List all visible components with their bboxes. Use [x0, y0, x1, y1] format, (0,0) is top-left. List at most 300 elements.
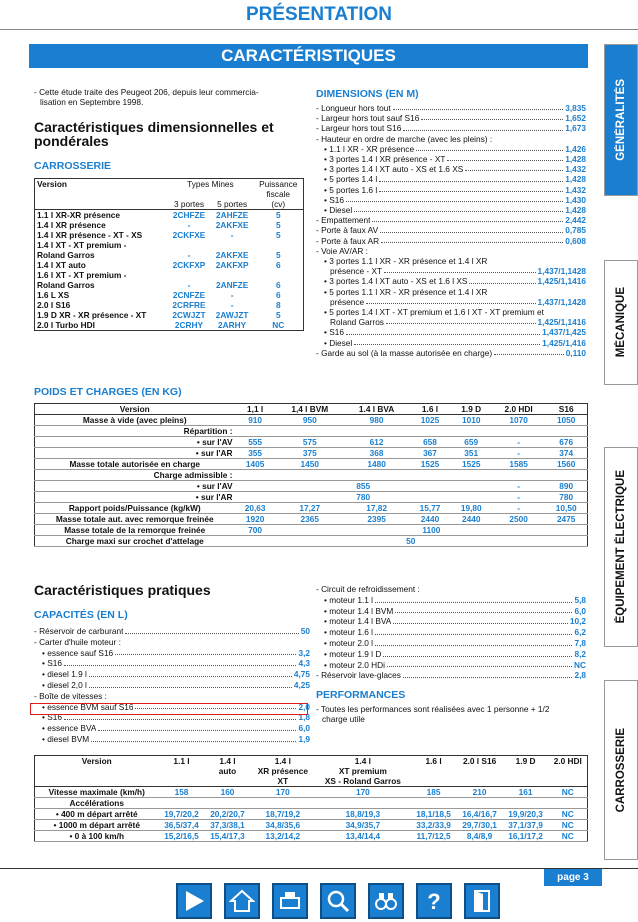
cell: -	[187, 220, 191, 230]
row-label: 1.4 l XR présence - XT - XS	[37, 230, 143, 240]
cell: 1025	[420, 415, 440, 425]
item-value: 3,835	[565, 103, 586, 113]
table-row	[35, 514, 588, 525]
cell: 855	[356, 481, 371, 491]
item-value: 1,425/1,1416	[537, 317, 586, 328]
cell: 10,50	[555, 503, 577, 513]
column-header	[503, 766, 549, 776]
table-row	[35, 210, 304, 221]
column-header: 1.1 l	[173, 756, 190, 766]
item-label: • Diesel	[324, 337, 353, 348]
item-label: • essence sauf S16	[42, 647, 114, 658]
cell: 2CRFRE	[172, 300, 206, 310]
dimensions-block	[316, 88, 586, 358]
list-item	[316, 638, 586, 649]
cell: -	[517, 437, 520, 447]
column-header: Version	[119, 404, 150, 414]
list-item	[316, 327, 586, 337]
table-row	[35, 320, 304, 331]
item-value: 1,428	[565, 205, 586, 216]
cell: 5	[275, 230, 281, 240]
cell	[492, 426, 546, 437]
item-value: 6,0	[574, 605, 586, 616]
dot-leader	[380, 225, 563, 232]
cell: 2365	[300, 514, 320, 524]
list-item	[316, 297, 586, 307]
item-value: 7,8	[574, 637, 586, 648]
cell: 555	[248, 437, 263, 447]
cell: 575	[302, 437, 317, 447]
item-label: • Diesel	[324, 205, 353, 216]
cell	[409, 470, 450, 481]
table-row	[35, 260, 304, 270]
cell: 16,4/16,7	[462, 809, 497, 819]
item-value: 1,437/1,1428	[537, 266, 586, 277]
row-label: • sur l'AR	[195, 492, 233, 502]
cell: 2CRHY	[174, 320, 204, 330]
print-button[interactable]	[272, 883, 308, 919]
zoom-button[interactable]	[368, 883, 404, 919]
cell: 170	[275, 787, 290, 797]
item-value: 1,9	[298, 733, 310, 744]
item-label: • moteur 2.0 l	[324, 637, 374, 648]
list-item	[316, 660, 586, 671]
row-label: 1.1 l XR-XR présence	[37, 210, 121, 220]
column-header	[503, 776, 549, 787]
table-row	[35, 415, 588, 426]
list-item	[34, 637, 310, 648]
column-header: 2.0 HDI	[553, 756, 582, 766]
item-label: - Garde au sol (à la masse autorisée en charge)	[316, 347, 493, 358]
table-row	[35, 300, 304, 310]
row-label: • 1000 m départ arrêté	[53, 820, 140, 830]
item-label: • 3 portes 1.1 l XR - XR présence et 1.4 l XR	[324, 256, 488, 267]
cell	[211, 240, 254, 250]
item-value: 4,3	[298, 658, 310, 669]
cell: 160	[220, 787, 235, 797]
cell	[235, 470, 276, 481]
item-label: • 1.1 l XR - XR présence	[324, 143, 415, 154]
item-label: • 3 portes 1.4 l XT auto - XS et 1.6 XS	[324, 164, 464, 175]
list-item	[316, 205, 586, 215]
cell: 355	[248, 448, 263, 458]
cell	[344, 426, 410, 437]
item-label: • moteur 1.4 l BVM	[324, 605, 394, 616]
column-header	[35, 776, 159, 787]
column-header: 1.9 D	[461, 404, 482, 414]
cell: 13,2/14,2	[265, 831, 301, 841]
cell: 2CKFXP	[172, 260, 206, 270]
table-row	[35, 481, 588, 492]
item-label: - Voie AV/AR :	[316, 245, 368, 256]
cell: 6	[275, 260, 281, 270]
item-label: • moteur 1.1 l	[324, 594, 374, 605]
item-value: 4,25	[293, 679, 310, 690]
cell: -	[230, 230, 234, 240]
cell: 18,8/19,3	[345, 809, 381, 819]
performances-table	[34, 755, 588, 842]
row-label: Masse totale autorisée en charge	[69, 459, 200, 469]
dim-heading-2: pondérales	[34, 133, 109, 150]
col-3-portes: 3 portes	[173, 199, 204, 209]
item-label: - Circuit de refroidissement :	[316, 584, 420, 594]
cell: -	[517, 492, 520, 502]
svg-text:?: ?	[427, 889, 441, 914]
list-item	[34, 723, 310, 734]
cell: 980	[369, 415, 384, 425]
page-title: PRÉSENTATION	[245, 4, 393, 25]
row-label: 1.4 l XT - XT premium -	[37, 240, 127, 250]
carrosserie-heading: CARROSSERIE	[34, 160, 112, 173]
printer-icon	[277, 888, 303, 914]
cell: 2AKFXE	[215, 250, 249, 260]
table-row	[35, 492, 588, 503]
cell: 33,2/33,9	[416, 820, 451, 830]
list-item	[316, 144, 586, 154]
pratiques-block	[34, 583, 310, 745]
cell: 185	[426, 787, 441, 797]
item-label: présence - XT	[330, 266, 383, 277]
cell: 374	[559, 448, 574, 458]
cell: 36,5/37,4	[164, 820, 199, 830]
item-label: • S16	[324, 194, 344, 205]
cell: 2AKFXE	[215, 220, 249, 230]
row-label: Roland Garros	[37, 280, 95, 290]
row-label: • sur l'AV	[196, 437, 233, 447]
poids-heading: POIDS ET CHARGES (EN KG)	[34, 386, 182, 398]
cell: 5	[275, 210, 281, 220]
row-label: 1.9 D XR - XR présence - XT	[37, 310, 147, 320]
item-label: - Empattement	[316, 215, 371, 226]
table-row	[35, 437, 588, 448]
dot-leader	[91, 734, 296, 742]
header-row	[35, 756, 588, 767]
col-version: Version	[37, 179, 67, 189]
column-header: XT	[277, 776, 289, 786]
poids-table	[34, 403, 588, 547]
item-label: • moteur 1.6 l	[324, 627, 374, 638]
item-value: 1,425/1,1416	[537, 276, 586, 287]
cell	[409, 426, 450, 437]
cell: 170	[355, 787, 370, 797]
cell: 1050	[556, 415, 576, 425]
performances-text-2: charge utile	[322, 713, 365, 724]
exit-door-icon	[469, 888, 495, 914]
cell: 6	[275, 290, 281, 300]
item-label: • moteur 1.4 l BVA	[324, 616, 392, 627]
row-label: Charge maxi sur crochet d'attelage	[65, 536, 204, 546]
list-item	[316, 627, 586, 638]
dot-leader	[465, 164, 563, 171]
cell: 158	[174, 787, 189, 797]
item-label: • moteur 1.9 l D	[324, 648, 382, 659]
item-label: • diesel BVM	[42, 733, 90, 744]
item-label: - Porte à faux AR	[316, 235, 380, 246]
column-header: 1.4 l BVA	[358, 404, 395, 414]
cell: 1480	[367, 459, 386, 469]
cell: 13,4/14,4	[345, 831, 381, 841]
cell	[276, 470, 344, 481]
cell: 658	[423, 437, 437, 447]
cell: 15,77	[419, 503, 441, 513]
column-header	[411, 766, 457, 776]
dim-heading-1: Caractéristiques dimensionnelles et	[34, 119, 274, 136]
item-value: 2,0	[298, 701, 310, 712]
dimensions-heading: DIMENSIONS (EN M)	[316, 88, 419, 100]
cell: 18,7/19,2	[265, 809, 301, 819]
performances-text-1: - Toutes les performances sont réalisées avec 1 personne + 1/2	[316, 704, 550, 715]
bottom-bar	[0, 868, 638, 922]
table-row	[35, 310, 304, 320]
item-value: 1,432	[565, 164, 586, 175]
cell: 2500	[509, 514, 528, 524]
cell: 34,9/35,7	[345, 820, 381, 830]
item-label: - Largeur hors tout sauf S16	[316, 113, 420, 124]
top-bar	[0, 0, 638, 30]
row-label: 1.4 l XT auto	[37, 260, 86, 270]
cell: 2CKFXE	[172, 230, 206, 240]
cell	[492, 470, 546, 481]
item-value: 8,2	[574, 648, 586, 659]
column-header: 2.0 HDI	[504, 404, 533, 414]
dot-leader	[375, 638, 572, 646]
dot-leader	[386, 317, 536, 324]
table-row	[35, 250, 304, 260]
table-row	[35, 230, 304, 240]
row-label: • 0 à 100 km/h	[69, 831, 125, 841]
item-label: • diesel 2,0 l	[42, 679, 87, 690]
cell: 19,80	[460, 503, 482, 513]
cell: 2475	[556, 514, 576, 524]
table-row	[35, 240, 304, 250]
dot-leader	[494, 348, 564, 355]
cell: 676	[559, 437, 574, 447]
list-item	[316, 123, 586, 133]
cell: 2CWJZT	[172, 310, 206, 320]
table-row	[35, 787, 588, 798]
cell	[205, 798, 251, 809]
cell: 16,1/17,2	[508, 831, 543, 841]
cell: 2440	[420, 514, 440, 524]
row-label: Charge admissible :	[153, 470, 233, 480]
intro-line-1: - Cette étude traite des Peugeot 206, depuis leur commercia-	[34, 87, 259, 97]
list-item	[316, 215, 586, 225]
cell: 351	[464, 448, 479, 458]
row-label: • sur l'AV	[196, 481, 233, 491]
item-value: 10,2	[569, 616, 586, 627]
table-row	[35, 290, 304, 300]
item-label: • 5 portes 1.1 l XR - XR présence et 1.4 l XR	[324, 286, 488, 297]
cell	[549, 798, 588, 809]
col-cv: (cv)	[271, 199, 286, 209]
dot-leader	[346, 327, 540, 334]
cell	[545, 426, 587, 437]
item-label: • S16	[42, 712, 62, 723]
cell: 17,27	[299, 503, 321, 513]
list-item	[316, 606, 586, 617]
cell: 1920	[245, 514, 265, 524]
cell	[167, 270, 210, 280]
cell: 2440	[461, 514, 481, 524]
list-item	[316, 236, 586, 246]
list-item	[316, 307, 586, 317]
home-button[interactable]	[224, 883, 260, 919]
list-item	[316, 317, 586, 327]
item-value: 2,8	[574, 670, 586, 681]
list-item	[316, 584, 586, 595]
cell	[235, 426, 276, 437]
list-item	[316, 256, 586, 266]
table-row	[35, 831, 588, 842]
column-header: 1.4 l	[274, 756, 291, 766]
table-row	[35, 220, 304, 230]
intro-block	[34, 88, 304, 172]
cell: 5	[275, 310, 281, 320]
column-header: 1.9 D	[515, 756, 536, 766]
column-header: auto	[218, 766, 237, 776]
cell	[545, 470, 587, 481]
cell: NC	[561, 820, 574, 830]
item-value: 1,425/1,416	[542, 337, 586, 348]
tab-generalites[interactable]: GÉNÉRALITÉS	[604, 44, 638, 196]
table-row	[35, 280, 304, 290]
item-value: 1,428	[565, 174, 586, 185]
column-header: Version	[81, 756, 112, 766]
item-label: - Longueur hors tout	[316, 103, 391, 113]
cell: -	[517, 503, 520, 513]
cell	[451, 426, 492, 437]
cell	[254, 270, 304, 280]
cell	[276, 426, 344, 437]
dot-leader	[379, 185, 563, 192]
exit-button[interactable]	[464, 883, 500, 919]
item-value: 50	[300, 626, 310, 636]
row-label: • sur l'AR	[195, 448, 233, 458]
cell: 1560	[556, 459, 576, 469]
item-value: 1,673	[565, 123, 586, 134]
cell: 1405	[245, 459, 265, 469]
list-item	[316, 276, 586, 286]
cell: 20,63	[244, 503, 266, 513]
help-button[interactable]	[416, 883, 452, 919]
column-header	[549, 776, 588, 787]
item-label: - Porte à faux AV	[316, 225, 379, 236]
row-label: 1.4 l XR présence	[37, 220, 106, 230]
cell: 37,3/38,1	[210, 820, 245, 830]
row-label: 2.0 l Turbo HDI	[37, 320, 95, 330]
dot-leader	[115, 648, 296, 656]
binoculars-icon	[373, 888, 399, 914]
cell	[344, 470, 410, 481]
dot-leader	[64, 658, 296, 666]
next-button[interactable]	[176, 883, 212, 919]
dot-leader	[98, 723, 296, 731]
dot-leader	[89, 669, 292, 677]
column-header	[411, 776, 457, 787]
tab-equipement-electrique[interactable]: ÉQUIPEMENT ÉLECTRIQUE	[604, 447, 638, 647]
table-row	[35, 503, 588, 514]
cell: 1070	[509, 415, 528, 425]
cell: -	[187, 250, 191, 260]
tab-mecanique[interactable]: MÉCANIQUE	[604, 260, 638, 385]
refroidissement-block	[316, 584, 586, 724]
dot-leader	[379, 174, 563, 181]
cell: -	[187, 280, 191, 290]
play-icon	[181, 888, 207, 914]
item-value: 1,437/1,425	[542, 327, 586, 338]
table-row	[35, 536, 588, 547]
item-value: 3,2	[298, 647, 310, 658]
cell: 161	[518, 787, 533, 797]
column-header	[159, 766, 205, 776]
table-row	[35, 448, 588, 459]
item-value: 4,75	[293, 669, 310, 680]
table-row	[35, 809, 588, 820]
question-icon	[421, 888, 447, 914]
dot-leader	[403, 670, 573, 678]
row-label: Accélérations	[69, 798, 124, 808]
column-header: XT premium	[338, 766, 387, 776]
row-label: Roland Garros	[37, 250, 95, 260]
cell: 1525	[461, 459, 481, 469]
cell: 890	[559, 481, 574, 491]
tab-carrosserie[interactable]: CARROSSERIE	[604, 680, 638, 860]
dot-leader	[393, 103, 564, 110]
item-label: • diesel 1.9 l	[42, 669, 87, 680]
list-item	[34, 734, 310, 745]
row-label: • 400 m départ arrêté	[55, 809, 138, 819]
item-value: 6,0	[298, 723, 310, 734]
dot-leader	[403, 123, 563, 130]
cell	[159, 798, 205, 809]
column-header: 1.6 l	[425, 756, 442, 766]
list-item	[34, 626, 310, 637]
cell: 1525	[420, 459, 440, 469]
cell: 8	[275, 300, 281, 310]
item-label: • 5 portes 1.6 l	[324, 184, 378, 195]
dot-leader	[125, 626, 298, 634]
col-5-portes: 5 portes	[217, 199, 248, 209]
dot-leader	[384, 266, 535, 273]
row-label: Masse totale de la remorque freinée	[64, 525, 206, 535]
item-label: - Largeur hors tout S16	[316, 123, 402, 134]
list-item	[316, 225, 586, 235]
row-label: 2.0 l S16	[37, 300, 71, 310]
list-item	[316, 185, 586, 195]
dot-leader	[346, 195, 563, 202]
intro-line-2: lisation en Septembre 1998.	[40, 96, 144, 107]
list-item	[316, 113, 586, 123]
item-label: présence	[330, 296, 365, 307]
dot-leader	[395, 606, 572, 614]
dot-leader	[375, 627, 572, 635]
search-button[interactable]	[320, 883, 356, 919]
list-item	[34, 648, 310, 659]
col-fiscale: fiscale	[266, 189, 291, 199]
list-item	[316, 195, 586, 205]
item-label: - Boîte de vitesses :	[34, 690, 107, 701]
cell: 15,4/17,3	[210, 831, 245, 841]
column-header: 1,1 l	[247, 404, 264, 414]
header-row	[35, 776, 588, 787]
item-label: • essence BVA	[42, 723, 97, 734]
dot-leader	[381, 236, 563, 243]
cell: 50	[406, 536, 416, 546]
performances-heading: PERFORMANCES	[316, 689, 406, 702]
capacites-heading: CAPACITÉS (EN L)	[34, 609, 128, 621]
cell: 20,2/20,7	[210, 809, 245, 819]
pratiques-heading: Caractéristiques pratiques	[34, 582, 211, 598]
